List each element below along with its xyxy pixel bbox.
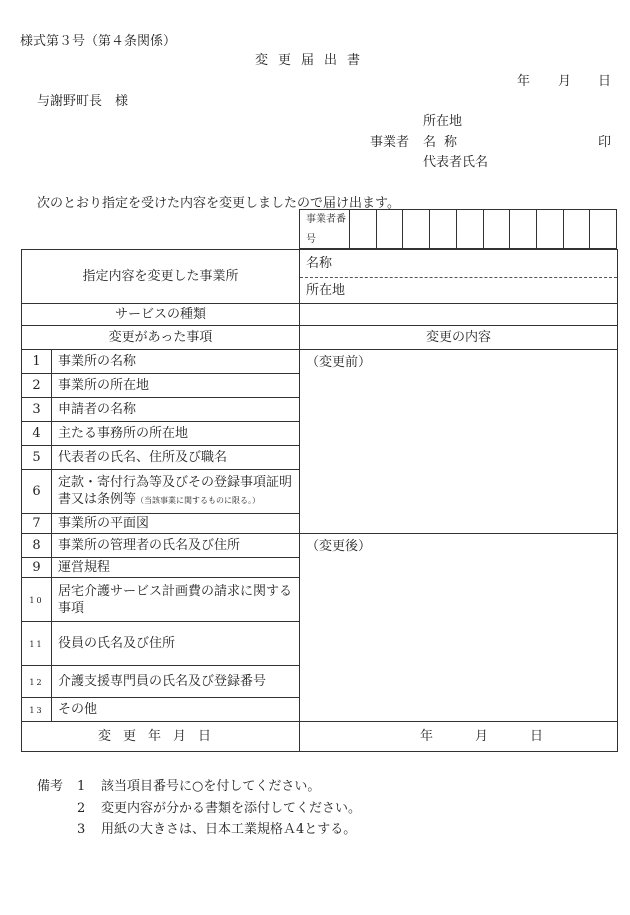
- service-type-field[interactable]: [300, 304, 618, 326]
- item-number[interactable]: 12: [22, 666, 52, 698]
- facility-address-field[interactable]: [300, 278, 618, 304]
- after-change-label: （変更後）: [306, 539, 372, 554]
- intro-text: 次のとおり指定を受けた内容を変更しましたので届け出ます。: [37, 196, 400, 211]
- applicant-name-label: 名称: [423, 135, 466, 150]
- business-number-cell[interactable]: [350, 210, 377, 248]
- business-number-cell[interactable]: [457, 210, 484, 248]
- after-change-field[interactable]: [300, 534, 618, 722]
- change-date-month: 月: [475, 729, 489, 744]
- change-date-day: 日: [530, 729, 544, 744]
- item-text: 介護支援専門員の氏名及び登録番号: [52, 666, 300, 698]
- item-text: 事業所の平面図: [52, 514, 300, 534]
- item-number[interactable]: 9: [22, 558, 52, 578]
- addressee: 与謝野町長 様: [37, 94, 129, 109]
- facility-address-label: 所在地: [306, 283, 346, 298]
- item-text: 事業所の管理者の氏名及び住所: [52, 534, 300, 558]
- before-change-field[interactable]: [300, 350, 618, 534]
- date-year-label: 年: [517, 74, 531, 89]
- item-text: 代表者の氏名、住所及び職名: [52, 446, 300, 470]
- item-text: 定款・寄付行為等及びその登録事項証明書又は条例等（当該事業に関するものに限る。）: [52, 470, 300, 514]
- facility-name-field[interactable]: [300, 250, 618, 278]
- item-note: （当該事業に関するものに限る。）: [136, 496, 261, 505]
- change-content-header: 変更の内容: [300, 326, 618, 350]
- form-title: 変更届出書: [255, 53, 371, 68]
- applicant-address-label: 所在地: [423, 114, 463, 129]
- business-number-cell[interactable]: [484, 210, 511, 248]
- business-number-cell[interactable]: [564, 210, 591, 248]
- change-items-header: 変更があった事項: [22, 326, 300, 350]
- date-month-label: 月: [558, 74, 572, 89]
- item-number[interactable]: 7: [22, 514, 52, 534]
- item-number[interactable]: 1: [22, 350, 52, 374]
- item-number[interactable]: 2: [22, 374, 52, 398]
- business-number-label: 事業者番号: [300, 210, 350, 248]
- item-text: 主たる事務所の所在地: [52, 422, 300, 446]
- item-text: その他: [52, 698, 300, 722]
- change-date-field[interactable]: [300, 722, 618, 752]
- applicant-business-label: 事業者: [370, 135, 410, 150]
- business-number-cell[interactable]: [510, 210, 537, 248]
- item-number[interactable]: 3: [22, 398, 52, 422]
- item-number[interactable]: 6: [22, 470, 52, 514]
- remark-item: 1 該当項目番号に○を付してください。: [77, 779, 321, 794]
- facility-label: 指定内容を変更した事業所: [22, 250, 300, 304]
- change-item-row: [22, 534, 618, 558]
- remark-item: 2 変更内容が分かる書類を添付してください。: [77, 801, 362, 816]
- business-number-cell[interactable]: [430, 210, 457, 248]
- item-text: 運営規程: [52, 558, 300, 578]
- business-number-cell[interactable]: [537, 210, 564, 248]
- item-number[interactable]: 8: [22, 534, 52, 558]
- item-text: 事業所の所在地: [52, 374, 300, 398]
- service-type-label: サービスの種類: [22, 304, 300, 326]
- item-number[interactable]: 5: [22, 446, 52, 470]
- item-number[interactable]: 13: [22, 698, 52, 722]
- item-number[interactable]: 4: [22, 422, 52, 446]
- business-number-cell[interactable]: [377, 210, 404, 248]
- change-item-row: [22, 350, 618, 374]
- business-number-cells: [350, 210, 616, 248]
- item-number[interactable]: 11: [22, 622, 52, 666]
- change-date-label: 変更年月日: [22, 722, 300, 752]
- item-text: 事業所の名称: [52, 350, 300, 374]
- change-date-year: 年: [420, 729, 434, 744]
- item-text: 役員の氏名及び住所: [52, 622, 300, 666]
- representative-label: 代表者氏名: [423, 155, 489, 170]
- form-number: 様式第３号（第４条関係）: [20, 34, 177, 49]
- item-text: 居宅介護サービス計画費の請求に関する事項: [52, 578, 300, 622]
- item-text: 申請者の名称: [52, 398, 300, 422]
- remark-item: 3 用紙の大きさは、日本工業規格Ａ4とする。: [77, 822, 357, 837]
- remarks-label: 備考: [37, 779, 64, 794]
- business-number-box: [299, 209, 617, 249]
- item-number[interactable]: 10: [22, 578, 52, 622]
- business-number-cell[interactable]: [590, 210, 616, 248]
- change-form-table: [21, 249, 618, 752]
- seal-mark: 印: [598, 135, 612, 150]
- before-change-label: （変更前）: [306, 355, 372, 370]
- business-number-cell[interactable]: [403, 210, 430, 248]
- date-day-label: 日: [598, 74, 612, 89]
- facility-name-label: 名称: [306, 256, 333, 271]
